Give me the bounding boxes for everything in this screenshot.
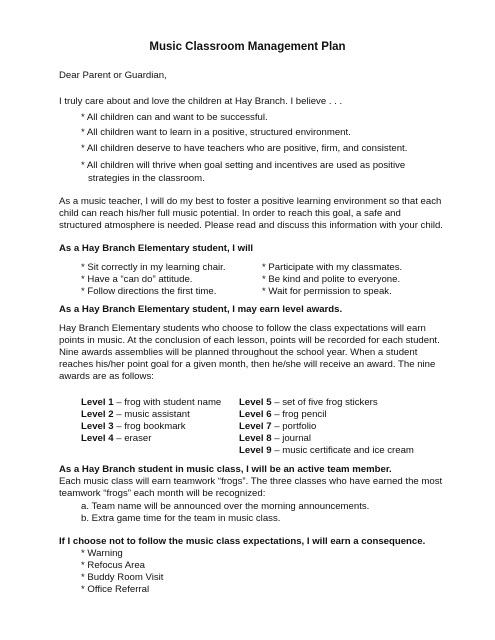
level-label: Level 5 [239, 397, 272, 408]
will-item: * Be kind and polite to everyone. [262, 274, 401, 285]
level-text: – set of five frog stickers [271, 397, 378, 408]
section-heading-consequence: If I choose not to follow the music class expectations, I will earn a consequence. [59, 536, 426, 547]
level-item [81, 421, 221, 433]
will-item: * Wait for permission to speak. [262, 286, 392, 297]
section-heading-level-awards: As a Hay Branch Elementary student, I may earn level awards. [59, 304, 343, 315]
levels-right-column [239, 397, 414, 457]
section-heading-i-will: As a Hay Branch Elementary student, I will [59, 243, 254, 254]
level-label: Level 4 [81, 433, 114, 444]
belief-item: * All children deserve to have teachers who are positive, firm, and consistent. [81, 143, 408, 154]
level-label: Level 2 [81, 409, 114, 420]
paragraph-line: As a music teacher, I will do my best to foster a positive learning environment so that each [59, 196, 442, 207]
level-text: – frog bookmark [113, 421, 186, 432]
level-item [81, 409, 221, 421]
level-text: – music assistant [113, 409, 190, 420]
level-text: – frog pencil [271, 409, 327, 420]
level-item [239, 421, 414, 433]
paragraph-line: child can reach his/her full music potential. In order to reach this goal, a safe and [59, 208, 401, 219]
level-label: Level 7 [239, 421, 272, 432]
paragraph-line: teamwork “frogs” each month will be recognized: [59, 488, 266, 499]
section-heading-team-member: As a Hay Branch student in music class, I will be an active team member. [59, 464, 392, 475]
belief-item: * All children want to learn in a positive, structured environment. [81, 127, 351, 138]
team-recognition-list [81, 501, 369, 525]
level-text: – frog with student name [113, 397, 222, 408]
paragraph-line: Each music class will earn teamwork “frogs”. The three classes who have earned the most [59, 476, 443, 487]
will-item: * Participate with my classmates. [262, 262, 403, 273]
will-item: * Sit correctly in my learning chair. [81, 262, 226, 273]
level-label: Level 3 [81, 421, 114, 432]
paragraph-line: points in music. At the conclusion of each lesson, points will be recorded for each student. [59, 335, 440, 346]
paragraph-line: reaches his/her point goal for a given month, then he/she will receive an award. The nine [59, 359, 436, 370]
consequence-list [81, 548, 163, 596]
paragraph-learning-environment [59, 196, 443, 232]
paragraph-line: Nine awards assemblies will be planned throughout the school year. When a student [59, 347, 418, 358]
level-text: – eraser [113, 433, 152, 444]
level-text: – journal [271, 433, 312, 444]
level-item [239, 409, 414, 421]
consequence-item: * Refocus Area [81, 560, 145, 571]
level-label: Level 8 [239, 433, 272, 444]
will-list-right [262, 262, 402, 298]
paragraph-level-awards [59, 323, 440, 383]
will-list-left [81, 262, 226, 298]
consequence-item: * Office Referral [81, 584, 150, 595]
belief-item-continued: strategies in the classroom. [88, 173, 205, 184]
level-text: – portfolio [271, 421, 317, 432]
belief-item: * All children can and want to be successful. [81, 112, 268, 123]
paragraph-line: awards are as follows: [59, 371, 154, 382]
paragraph-teamwork [59, 476, 442, 500]
level-item [239, 397, 414, 409]
level-item [81, 433, 221, 445]
level-label: Level 9 [239, 445, 272, 456]
team-item: b. Extra game time for the team in music class. [81, 513, 281, 524]
will-item: * Have a “can do” attitude. [81, 274, 193, 285]
intro-line: I truly care about and love the children at Hay Branch. I believe . . . [59, 96, 343, 107]
page-title: Music Classroom Management Plan [149, 41, 346, 53]
team-item: a. Team name will be announced over the morning announcements. [81, 501, 370, 512]
belief-item: * All children will thrive when goal setting and incentives are used as positive [81, 160, 406, 171]
level-text: – music certificate and ice cream [271, 445, 414, 456]
level-label: Level 6 [239, 409, 272, 420]
consequence-item: * Warning [81, 548, 123, 559]
paragraph-line: structured atmosphere is needed. Please read and discuss this information with your child. [59, 220, 443, 231]
paragraph-line: Hay Branch Elementary students who choose to follow the class expectations will earn [59, 323, 426, 334]
salutation: Dear Parent or Guardian, [59, 70, 167, 81]
level-item [239, 445, 414, 457]
level-item [81, 397, 221, 409]
levels-left-column [81, 397, 221, 445]
consequence-item: * Buddy Room Visit [81, 572, 164, 583]
level-label: Level 1 [81, 397, 114, 408]
level-item [239, 433, 414, 445]
will-item: * Follow directions the first time. [81, 286, 217, 297]
